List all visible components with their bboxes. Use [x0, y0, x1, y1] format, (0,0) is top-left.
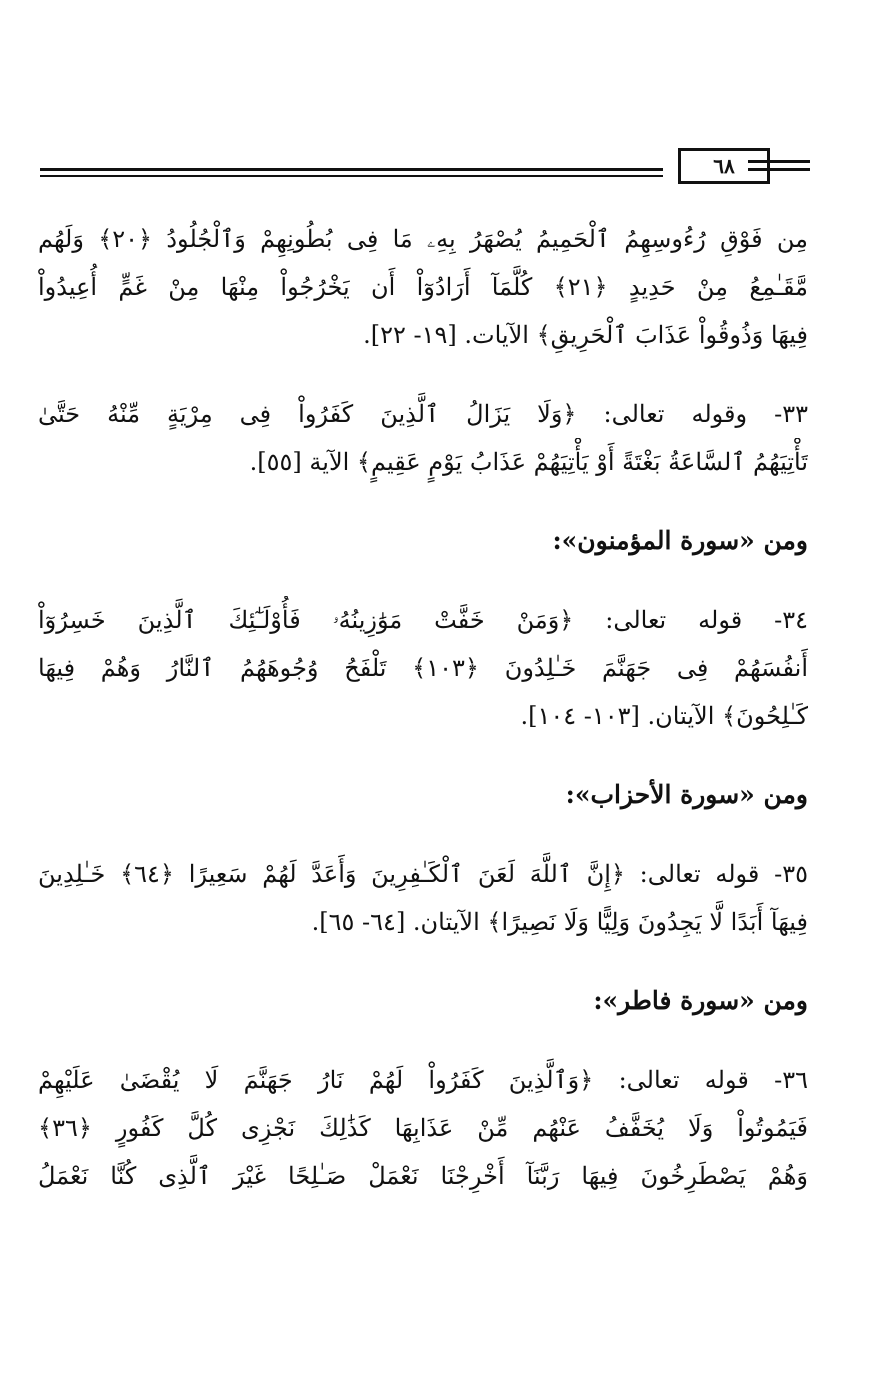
header-rule-short-top [748, 160, 810, 163]
section-heading-al-muminun: ومن «سورة المؤمنون»: [552, 526, 808, 555]
text-line: فَيَمُوتُواْ وَلَا يُخَفَّفُ عَنْهُم مِّنْ عَذَابِهَا كَذَٰلِكَ نَجْزِى كُلَّ كَفُورٍ ﴿٣٦﴾ [38, 1114, 808, 1142]
text-line: تَأْتِيَهُمُ ٱلسَّاعَةُ بَغْتَةً أَوْ يَأْتِيَهُمْ عَذَابُ يَوْمٍ عَقِيمٍ﴾ الآية [٥٥]. [249, 448, 808, 476]
header-rule-short-bottom [748, 168, 810, 171]
header-rule-long-bottom [40, 175, 663, 177]
paragraph-item-36 [38, 1056, 808, 1200]
text-line: فِيهَا وَذُوقُواْ عَذَابَ ٱلْحَرِيقِ﴾ الآيات. [١٩- ٢٢]. [363, 321, 808, 349]
page-number-box [678, 148, 770, 184]
text-line: كَـٰلِحُونَ﴾ الآيتان. [١٠٣- ١٠٤]. [520, 702, 808, 730]
text-line: ٣٥- قوله تعالى: ﴿إِنَّ ٱللَّهَ لَعَنَ ٱلْكَـٰفِرِينَ وَأَعَدَّ لَهُمْ سَعِيرًا ﴿٦٤﴾ خَـٰلِدِينَ [38, 860, 808, 888]
paragraph-item-33 [38, 390, 808, 486]
page-number: ٦٨ [713, 154, 735, 178]
text-line: مِن فَوْقِ رُءُوسِهِمُ ٱلْحَمِيمُ يُصْهَرُ بِهِۦ مَا فِى بُطُونِهِمْ وَٱلْجُلُودُ ﴿٢٠﴾ وَلَهُم [38, 225, 808, 253]
paragraph-verses-19-22 [38, 215, 808, 359]
text-line: ٣٣- وقوله تعالى: ﴿وَلَا يَزَالُ ٱلَّذِينَ كَفَرُواْ فِى مِرْيَةٍ مِّنْهُ حَتَّىٰ [38, 400, 808, 428]
text-line: فِيهَآ أَبَدًا لَّا يَجِدُونَ وَلِيًّا وَلَا نَصِيرًا﴾ الآيتان. [٦٤- ٦٥]. [311, 908, 808, 936]
text-line: ٣٤- قوله تعالى: ﴿وَمَنْ خَفَّتْ مَوَٰزِينُهُۥ فَأُوْلَـٰٓئِكَ ٱلَّذِينَ خَسِرُوٓاْ [38, 606, 808, 634]
text-line: وَهُمْ يَصْطَرِخُونَ فِيهَا رَبَّنَآ أَخْرِجْنَا نَعْمَلْ صَـٰلِحًا غَيْرَ ٱلَّذِى كُنَّا نَعْمَلُ [38, 1162, 808, 1190]
page-body [38, 215, 808, 1200]
paragraph-item-34 [38, 596, 808, 740]
section-heading-al-ahzab: ومن «سورة الأحزاب»: [565, 780, 808, 809]
text-line: مَّقَـٰمِعُ مِنْ حَدِيدٍ ﴿٢١﴾ كُلَّمَآ أَرَادُوٓاْ أَن يَخْرُجُواْ مِنْهَا مِنْ غَمٍّ أُعِيدُواْ [38, 273, 808, 301]
header-rule-long-top [40, 168, 663, 171]
page-header [40, 148, 810, 188]
text-line: أَنفُسَهُمْ فِى جَهَنَّمَ خَـٰلِدُونَ ﴿١٠٣﴾ تَلْفَحُ وُجُوهَهُمُ ٱلنَّارُ وَهُمْ فِيهَا [38, 654, 808, 682]
text-line: ٣٦- قوله تعالى: ﴿وَٱلَّذِينَ كَفَرُواْ لَهُمْ نَارُ جَهَنَّمَ لَا يُقْضَىٰ عَلَيْهِمْ [38, 1066, 808, 1094]
section-heading-fatir: ومن «سورة فاطر»: [593, 986, 808, 1015]
paragraph-item-35 [38, 850, 808, 946]
